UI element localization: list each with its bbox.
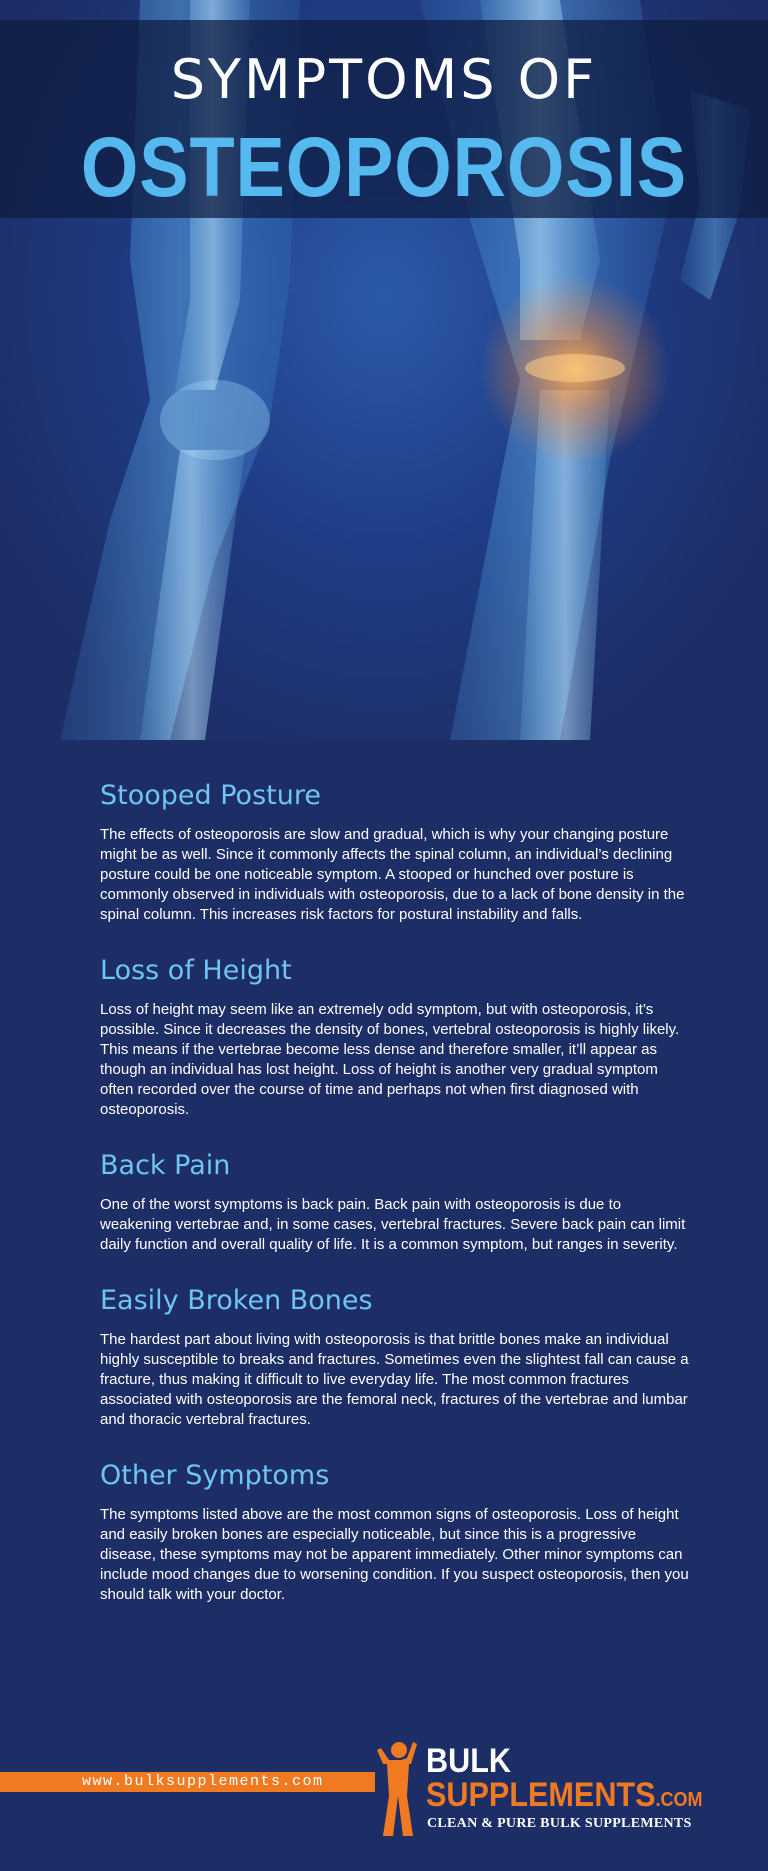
section-body: The effects of osteoporosis are slow and gradual, which is why your changing posture might be as well. Since it commonly affects the spinal column, an individual’s declining posture could be one noticeable symptom. A stooped or hunched over posture is commonly observed in individuals with osteoporosis, due to a lack of bone density in the spinal column. This increases risk factors for postural instability and falls. (100, 826, 685, 923)
title-banner (0, 20, 768, 218)
logo-wordmark-suffix: .COM (655, 1789, 703, 1811)
section-easily-broken-bones (100, 1285, 690, 1430)
logo-wordmark-line-2 (426, 1778, 703, 1817)
section-loss-of-height (100, 955, 690, 1120)
section-heading: Easily Broken Bones (100, 1285, 373, 1316)
section-body: Loss of height may seem like an extremely odd symptom, but with osteoporosis, it’s possible. Since it decreases the density of bones, vertebral osteoporosis is highly likely. This means if the vertebrae become less dense and therefore smaller, it’ll appear as though an individual has lost height. Loss of height is another very gradual symptom often recorded over the course of time and perhaps not when first diagnosed with osteoporosis. (100, 1001, 680, 1118)
section-stooped-posture (100, 780, 690, 925)
section-heading: Stooped Posture (100, 780, 321, 811)
title-line-2: OSTEOPOROSIS (80, 120, 688, 214)
section-body: One of the worst symptoms is back pain. Back pain with osteoporosis is due to weakening vertebrae and, in some cases, vertebral fractures. Severe back pain can limit daily function and overall quality of life. It is a common symptom, but ranges in severity. (100, 1196, 686, 1253)
title-line-1: SYMPTOMS OF (170, 48, 598, 111)
section-heading: Loss of Height (100, 955, 292, 986)
logo-wordmark-supplements: SUPPLEMENTS (426, 1776, 656, 1814)
symptom-list (100, 780, 690, 1635)
section-heading: Back Pain (100, 1150, 231, 1181)
section-back-pain (100, 1150, 690, 1255)
section-body: The symptoms listed above are the most common signs of osteoporosis. Loss of height and easily broken bones are especially noticeable, but since this is a progressive disease, these symptoms may not be apparent immediately. Other minor symptoms can include mood changes due to worsening condition. If you suspect osteoporosis, then you should talk with your doctor. (100, 1506, 689, 1603)
logo-tagline: CLEAN & PURE BULK SUPPLEMENTS (427, 1816, 692, 1831)
section-heading: Other Symptoms (100, 1460, 330, 1491)
logo-wordmark-line-1: BULK (426, 1742, 511, 1780)
footer-url-link[interactable]: www.bulksupplements.com (82, 1773, 324, 1790)
section-body: The hardest part about living with osteoporosis is that brittle bones make an individual highly susceptible to breaks and fractures. Sometimes even the slightest fall can cause a fracture, thus making it difficult to live everyday life. The most common fractures associated with osteoporosis are the femoral neck, fractures of the vertebrae and lumbar and thoracic vertebral fractures. (100, 1331, 689, 1428)
flexing-person-logo-icon (373, 1740, 419, 1840)
section-other-symptoms (100, 1460, 690, 1605)
